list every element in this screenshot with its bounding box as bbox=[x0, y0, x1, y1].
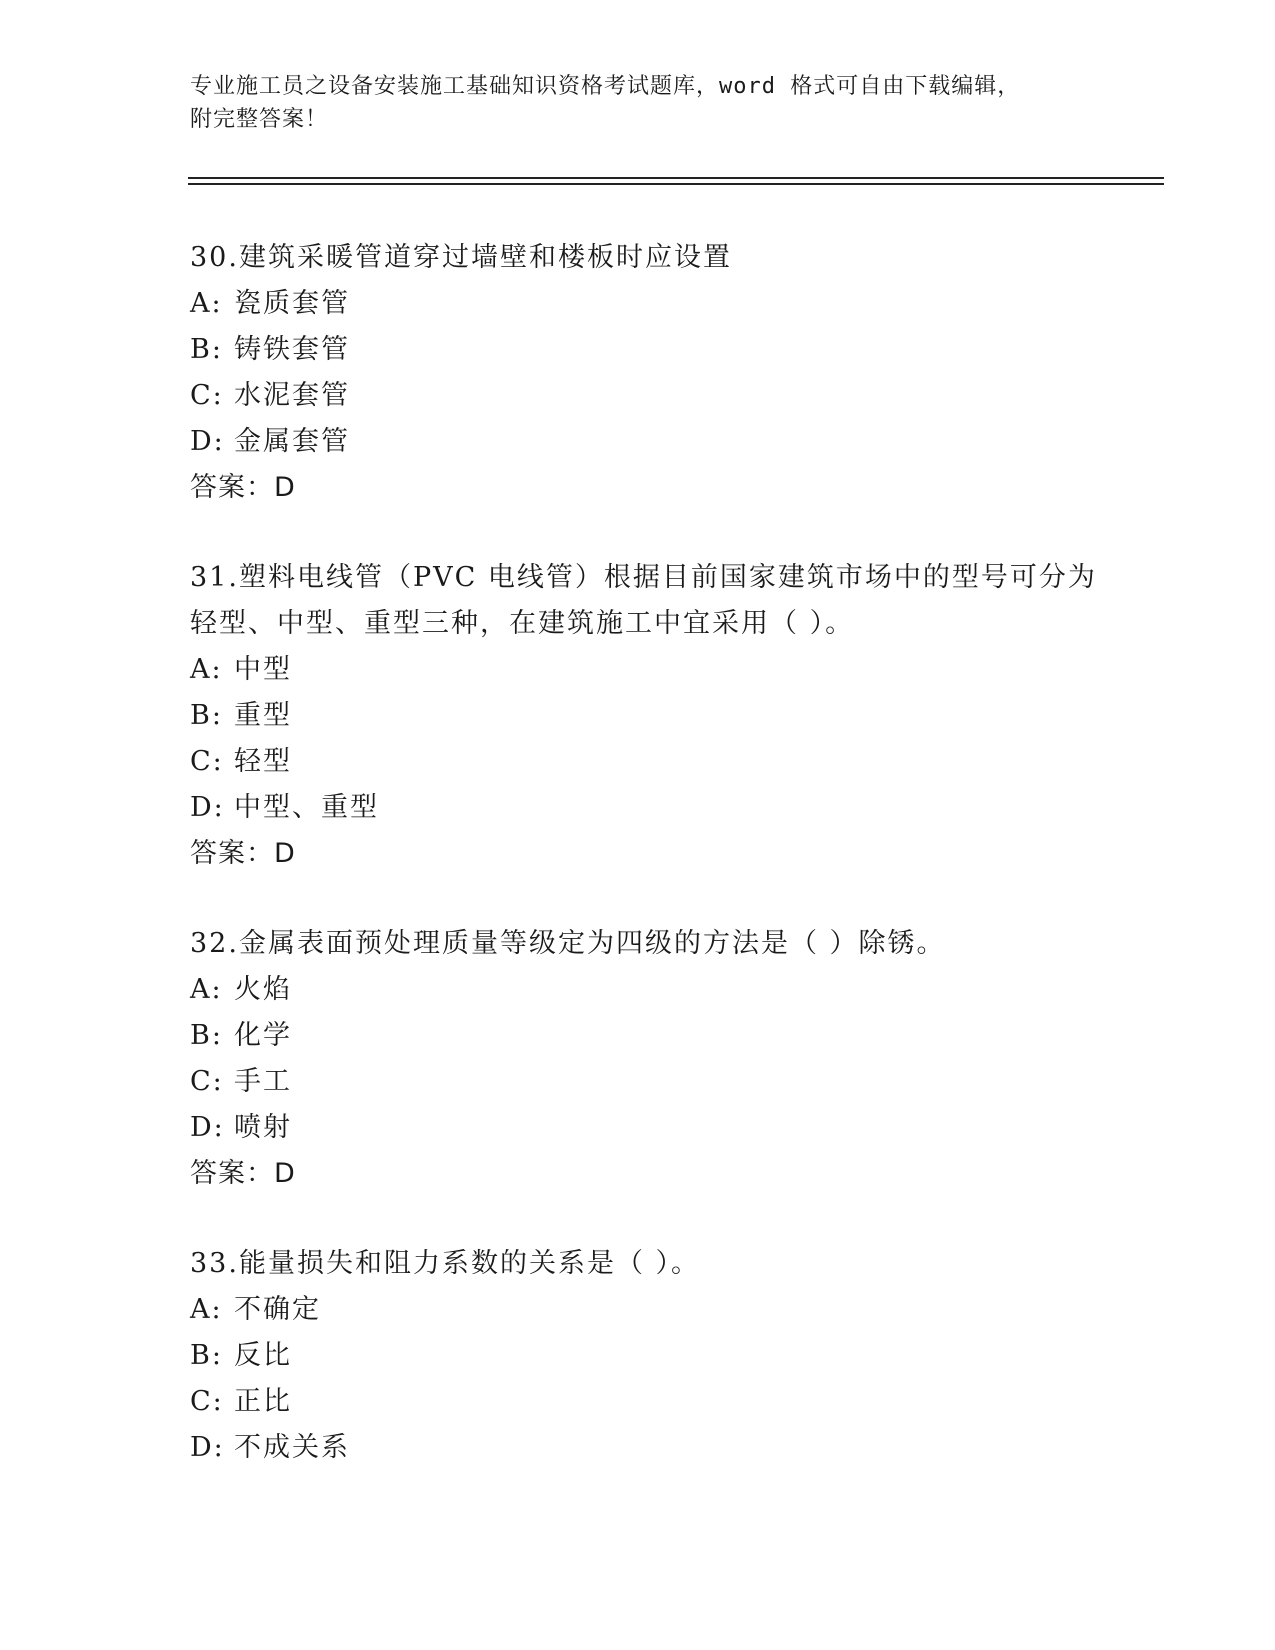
option-text: 水泥套管 bbox=[234, 380, 350, 411]
option-letter: D: bbox=[190, 792, 225, 823]
option-row bbox=[190, 1287, 1130, 1333]
option-letter: B: bbox=[190, 1340, 223, 1371]
header-divider-top bbox=[188, 177, 1164, 179]
option-letter: C: bbox=[190, 746, 224, 777]
option-text: 不确定 bbox=[234, 1294, 321, 1325]
option-text: 喷射 bbox=[234, 1112, 292, 1143]
option-row bbox=[190, 739, 1130, 785]
question-stem: 33.能量损失和阻力系数的关系是（ ）。 bbox=[190, 1248, 701, 1279]
option-letter: C: bbox=[190, 380, 224, 411]
answer-line: 答案：D bbox=[190, 1158, 296, 1189]
question-stem: 31.塑料电线管（PVC 电线管）根据目前国家建筑市场中的型号可分为 bbox=[190, 562, 1097, 593]
header-divider-bottom bbox=[188, 183, 1164, 185]
option-row bbox=[190, 1059, 1130, 1105]
option-letter: D: bbox=[190, 1112, 225, 1143]
option-letter: A: bbox=[190, 654, 223, 685]
question-stem: 30.建筑采暖管道穿过墙壁和楼板时应设置 bbox=[190, 242, 732, 273]
option-row bbox=[190, 647, 1130, 693]
answer-line: 答案：D bbox=[190, 838, 296, 869]
answer-line: 答案：D bbox=[190, 472, 296, 503]
option-letter: A: bbox=[190, 1294, 223, 1325]
option-row bbox=[190, 419, 1130, 465]
header-line-2: 附完整答案！ bbox=[190, 107, 329, 132]
option-text: 手工 bbox=[234, 1066, 292, 1097]
option-letter: B: bbox=[190, 1020, 223, 1051]
option-row bbox=[190, 281, 1130, 327]
option-letter: B: bbox=[190, 334, 223, 365]
question-block bbox=[190, 921, 1130, 1197]
option-text: 轻型 bbox=[234, 746, 292, 777]
option-letter: A: bbox=[190, 288, 223, 319]
option-row bbox=[190, 373, 1130, 419]
option-row bbox=[190, 327, 1130, 373]
document-header bbox=[190, 70, 1090, 136]
question-block bbox=[190, 235, 1130, 511]
option-text: 火焰 bbox=[234, 974, 292, 1005]
option-text: 中型 bbox=[234, 654, 292, 685]
question-list bbox=[190, 235, 1130, 1515]
option-row bbox=[190, 1379, 1130, 1425]
option-letter: D: bbox=[190, 426, 225, 457]
option-text: 重型 bbox=[234, 700, 292, 731]
option-text: 正比 bbox=[234, 1386, 292, 1417]
option-row bbox=[190, 1013, 1130, 1059]
question-block bbox=[190, 1241, 1130, 1471]
option-text: 铸铁套管 bbox=[234, 334, 350, 365]
option-letter: A: bbox=[190, 974, 223, 1005]
option-row bbox=[190, 693, 1130, 739]
question-stem: 32.金属表面预处理质量等级定为四级的方法是（ ）除锈。 bbox=[190, 928, 946, 959]
question-block bbox=[190, 555, 1130, 877]
option-row bbox=[190, 785, 1130, 831]
question-stem: 轻型、中型、重型三种，在建筑施工中宜采用（ ）。 bbox=[190, 608, 855, 639]
option-letter: C: bbox=[190, 1386, 224, 1417]
option-row bbox=[190, 967, 1130, 1013]
option-text: 金属套管 bbox=[234, 426, 350, 457]
option-text: 化学 bbox=[234, 1020, 292, 1051]
option-row bbox=[190, 1333, 1130, 1379]
option-text: 不成关系 bbox=[234, 1432, 350, 1463]
header-line-1: 专业施工员之设备安装施工基础知识资格考试题库，word 格式可自由下载编辑， bbox=[190, 74, 1021, 99]
option-row bbox=[190, 1105, 1130, 1151]
option-text: 中型、重型 bbox=[234, 792, 379, 823]
option-letter: D: bbox=[190, 1432, 225, 1463]
option-letter: C: bbox=[190, 1066, 224, 1097]
option-text: 反比 bbox=[234, 1340, 292, 1371]
option-letter: B: bbox=[190, 700, 223, 731]
option-row bbox=[190, 1425, 1130, 1471]
option-text: 瓷质套管 bbox=[234, 288, 350, 319]
